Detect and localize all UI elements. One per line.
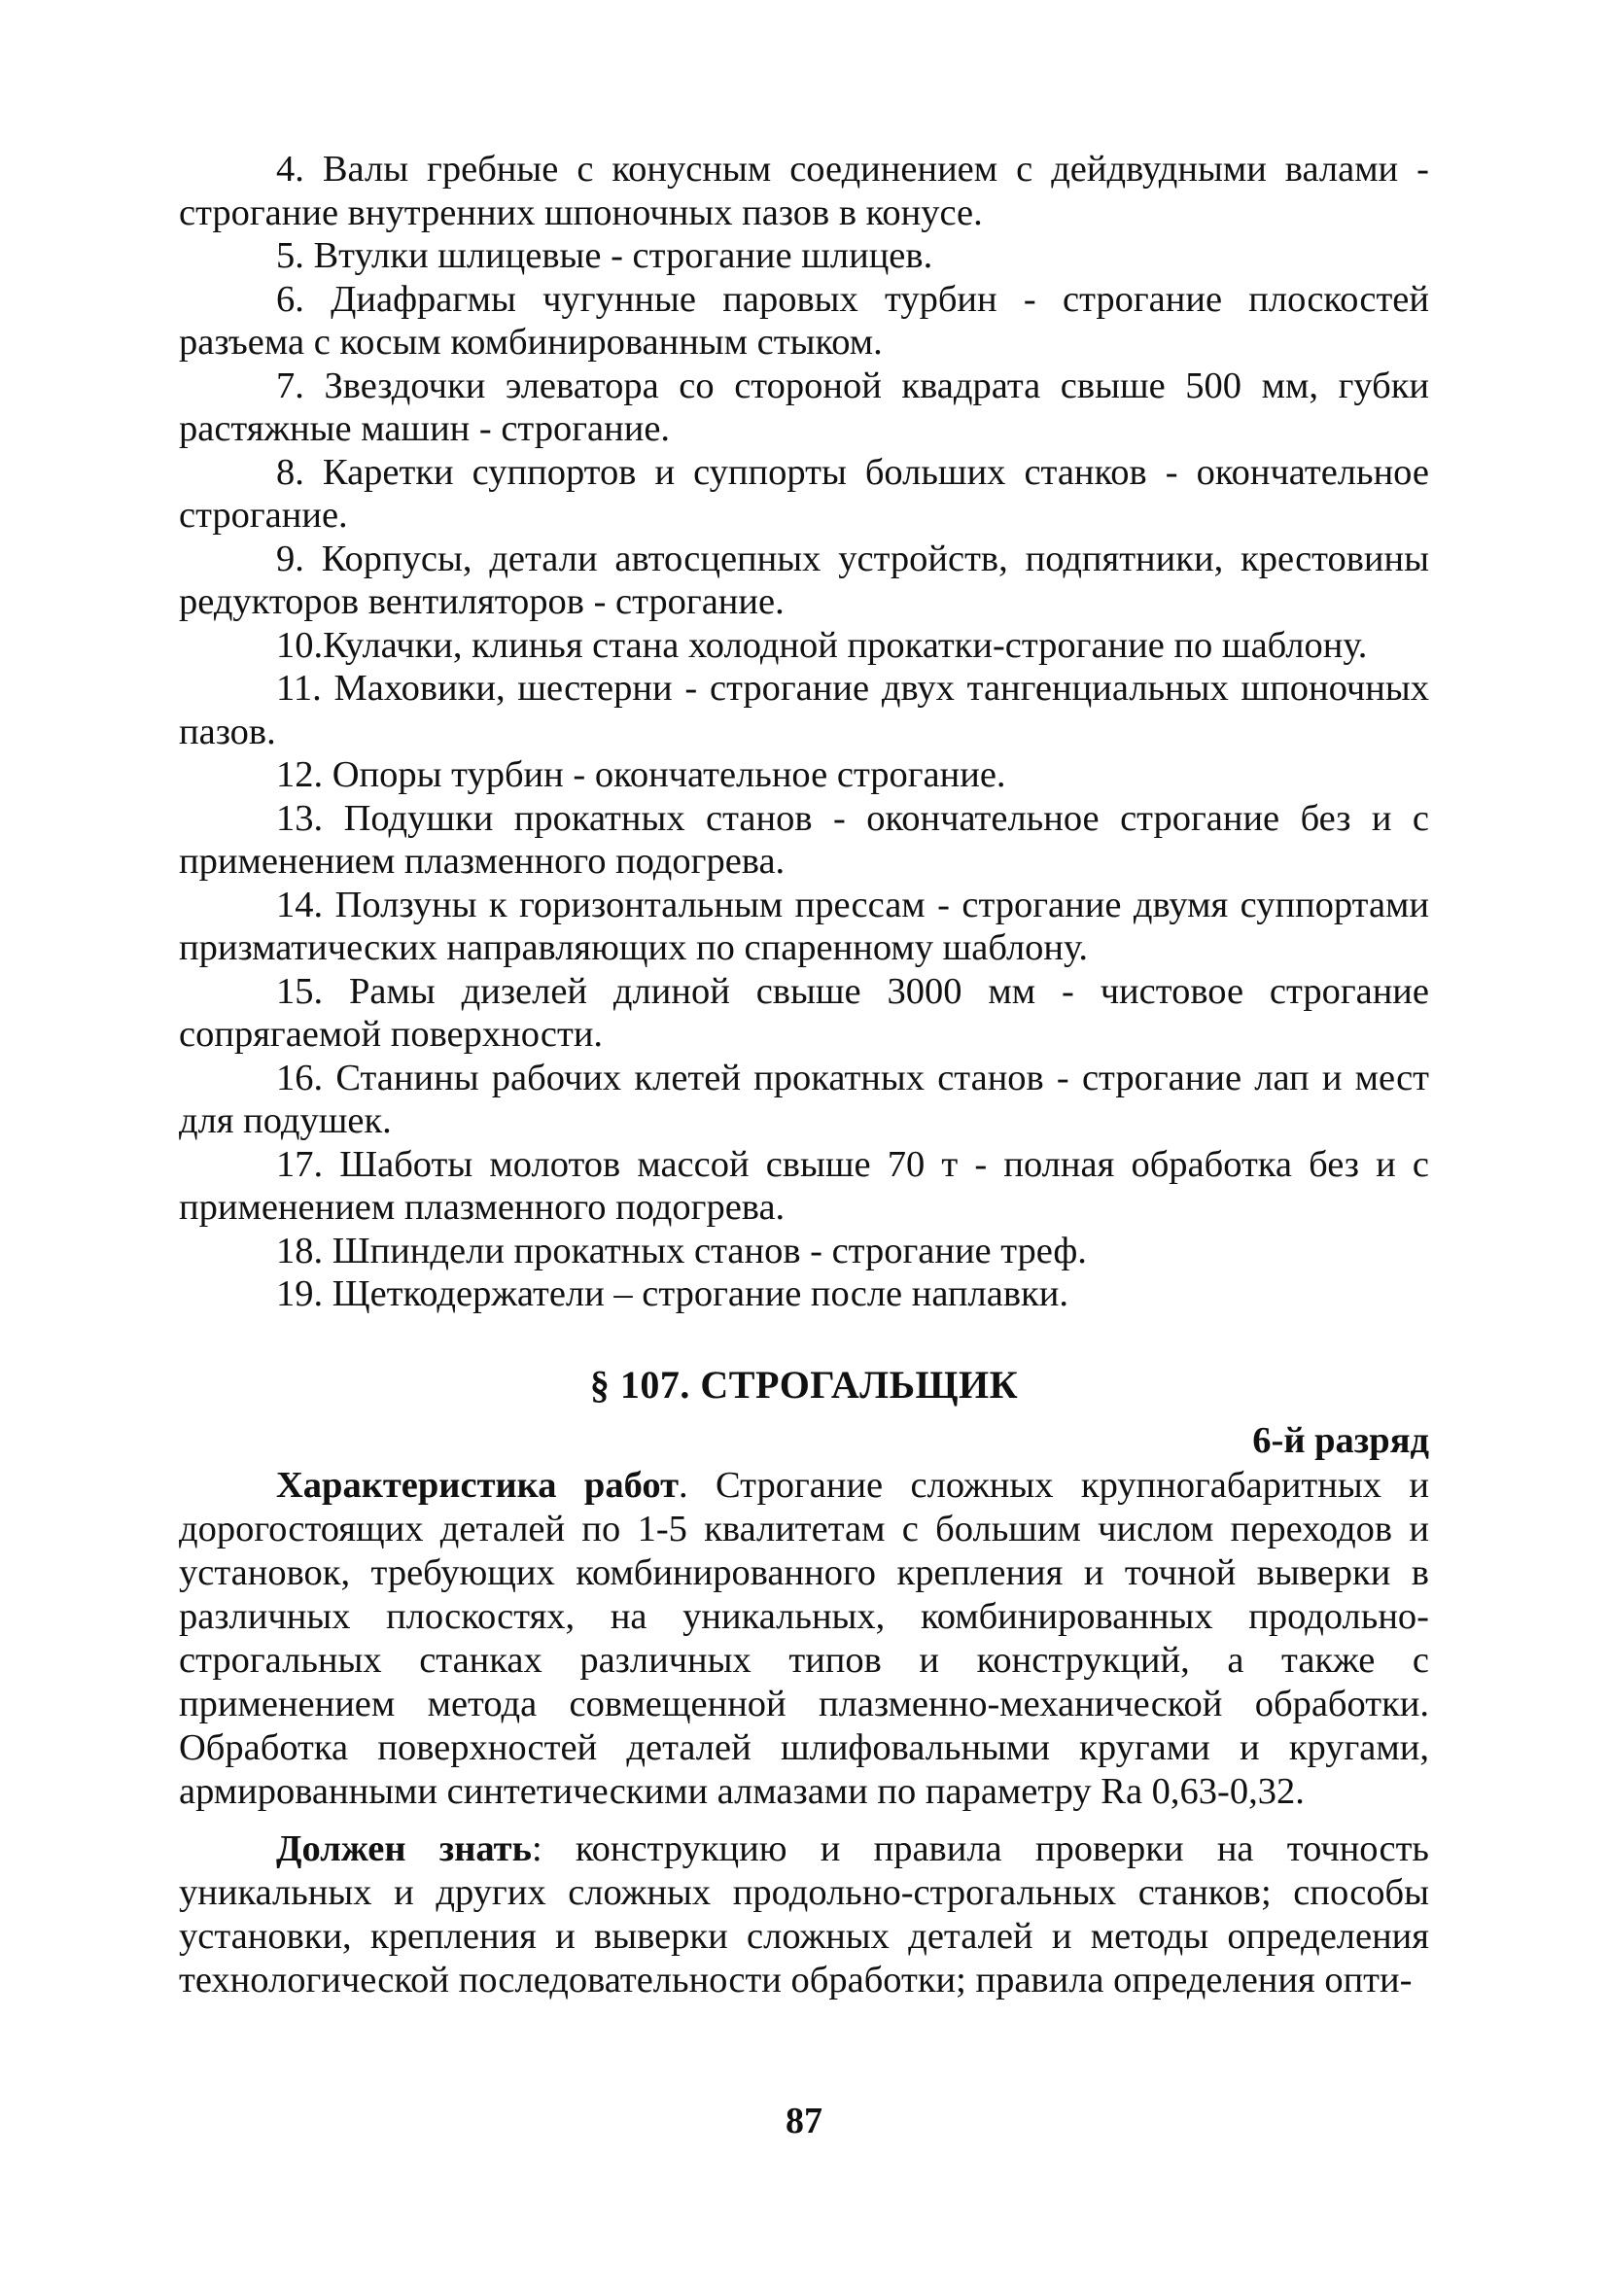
list-item: 13. Подушки прокатных станов - окончательное строгание без и с применением плазменного подогрева. (179, 797, 1429, 882)
list-item: 11. Маховики, шестерни - строгание двух тангенциальных шпоночных пазов. (179, 668, 1429, 752)
list-item: 7. Звездочки элеватора со стороной квадрата свыше 500 мм, губки растяжные машин - строгание. (179, 365, 1429, 449)
page-number: 87 (786, 2101, 822, 2141)
list-item: 10.Кулачки, клинья стана холодной прокатки-строгание по шаблону. (276, 624, 1368, 666)
list-item: 12. Опоры турбин - окончательное строгание. (276, 754, 1006, 795)
list-item: 6. Диафрагмы чугунные паровых турбин - строгание плоскостей разъема с косым комбинированным стыком. (179, 278, 1429, 363)
must-know-label: Должен знать (276, 1827, 532, 1869)
must-know-paragraph (179, 1827, 1429, 2002)
grade-label: 6-й разряд (1252, 1419, 1429, 1461)
list-item: 16. Станины рабочих клетей прокатных станов - строгание лап и мест для подушек. (179, 1057, 1429, 1141)
list-item: 18. Шпиндели прокатных станов - строгание треф. (276, 1230, 1087, 1271)
list-item: 9. Корпусы, детали автосцепных устройств, подпятники, крестовины редукторов вентиляторов - строгание. (179, 538, 1429, 622)
work-examples-list (179, 148, 1429, 1316)
document-page (179, 148, 1429, 2002)
characteristics-label: Характеристика работ (276, 1464, 679, 1506)
list-item: 14. Ползуны к горизонтальным прессам - строгание двумя суппортами призматических направляющих по спаренному шаблону. (179, 884, 1429, 968)
characteristics-text: . Строгание сложных крупногабаритных и дорогостоящих деталей по 1-5 квалитетам с большим числом переходов и установок, требующих комбинированного крепления и точной выверки в различных плоскостях, на уникальных, комбинированных продольно-строгальных станках различных типов и конструкций, а также с применением метода совмещенной плазменно-механической обработки. Обработка поверхностей деталей шлифовальными кругами и кругами, армированными синтетическими алмазами по параметру Ra 0,63-0,32. (179, 1464, 1429, 1812)
list-item: 17. Шаботы молотов массой свыше 70 т - полная обработка без и с применением плазменного подогрева. (179, 1143, 1429, 1228)
list-item: 8. Каретки суппортов и суппорты больших станков - окончательное строгание. (179, 451, 1429, 536)
must-know-text: : конструкцию и правила проверки на точность уникальных и других сложных продольно-строгальных станков; способы установки, крепления и выверки сложных деталей и методы определения технологической последовательности обработки; правила определения опти- (179, 1827, 1429, 2000)
list-item: 15. Рамы дизелей длиной свыше 3000 мм - чистовое строгание сопрягаемой поверхности. (179, 970, 1429, 1055)
characteristics-paragraph (179, 1464, 1429, 1814)
list-item: 4. Валы гребные с конусным соединением с дейдвудными валами - строгание внутренних шпоночных пазов в конусе. (179, 149, 1429, 233)
section-title: § 107. СТРОГАЛЬЩИК (589, 1362, 1019, 1407)
list-item: 5. Втулки шлицевые - строгание шлицев. (276, 235, 933, 276)
list-item: 19. Щеткодержатели – строгание после наплавки. (276, 1273, 1068, 1314)
